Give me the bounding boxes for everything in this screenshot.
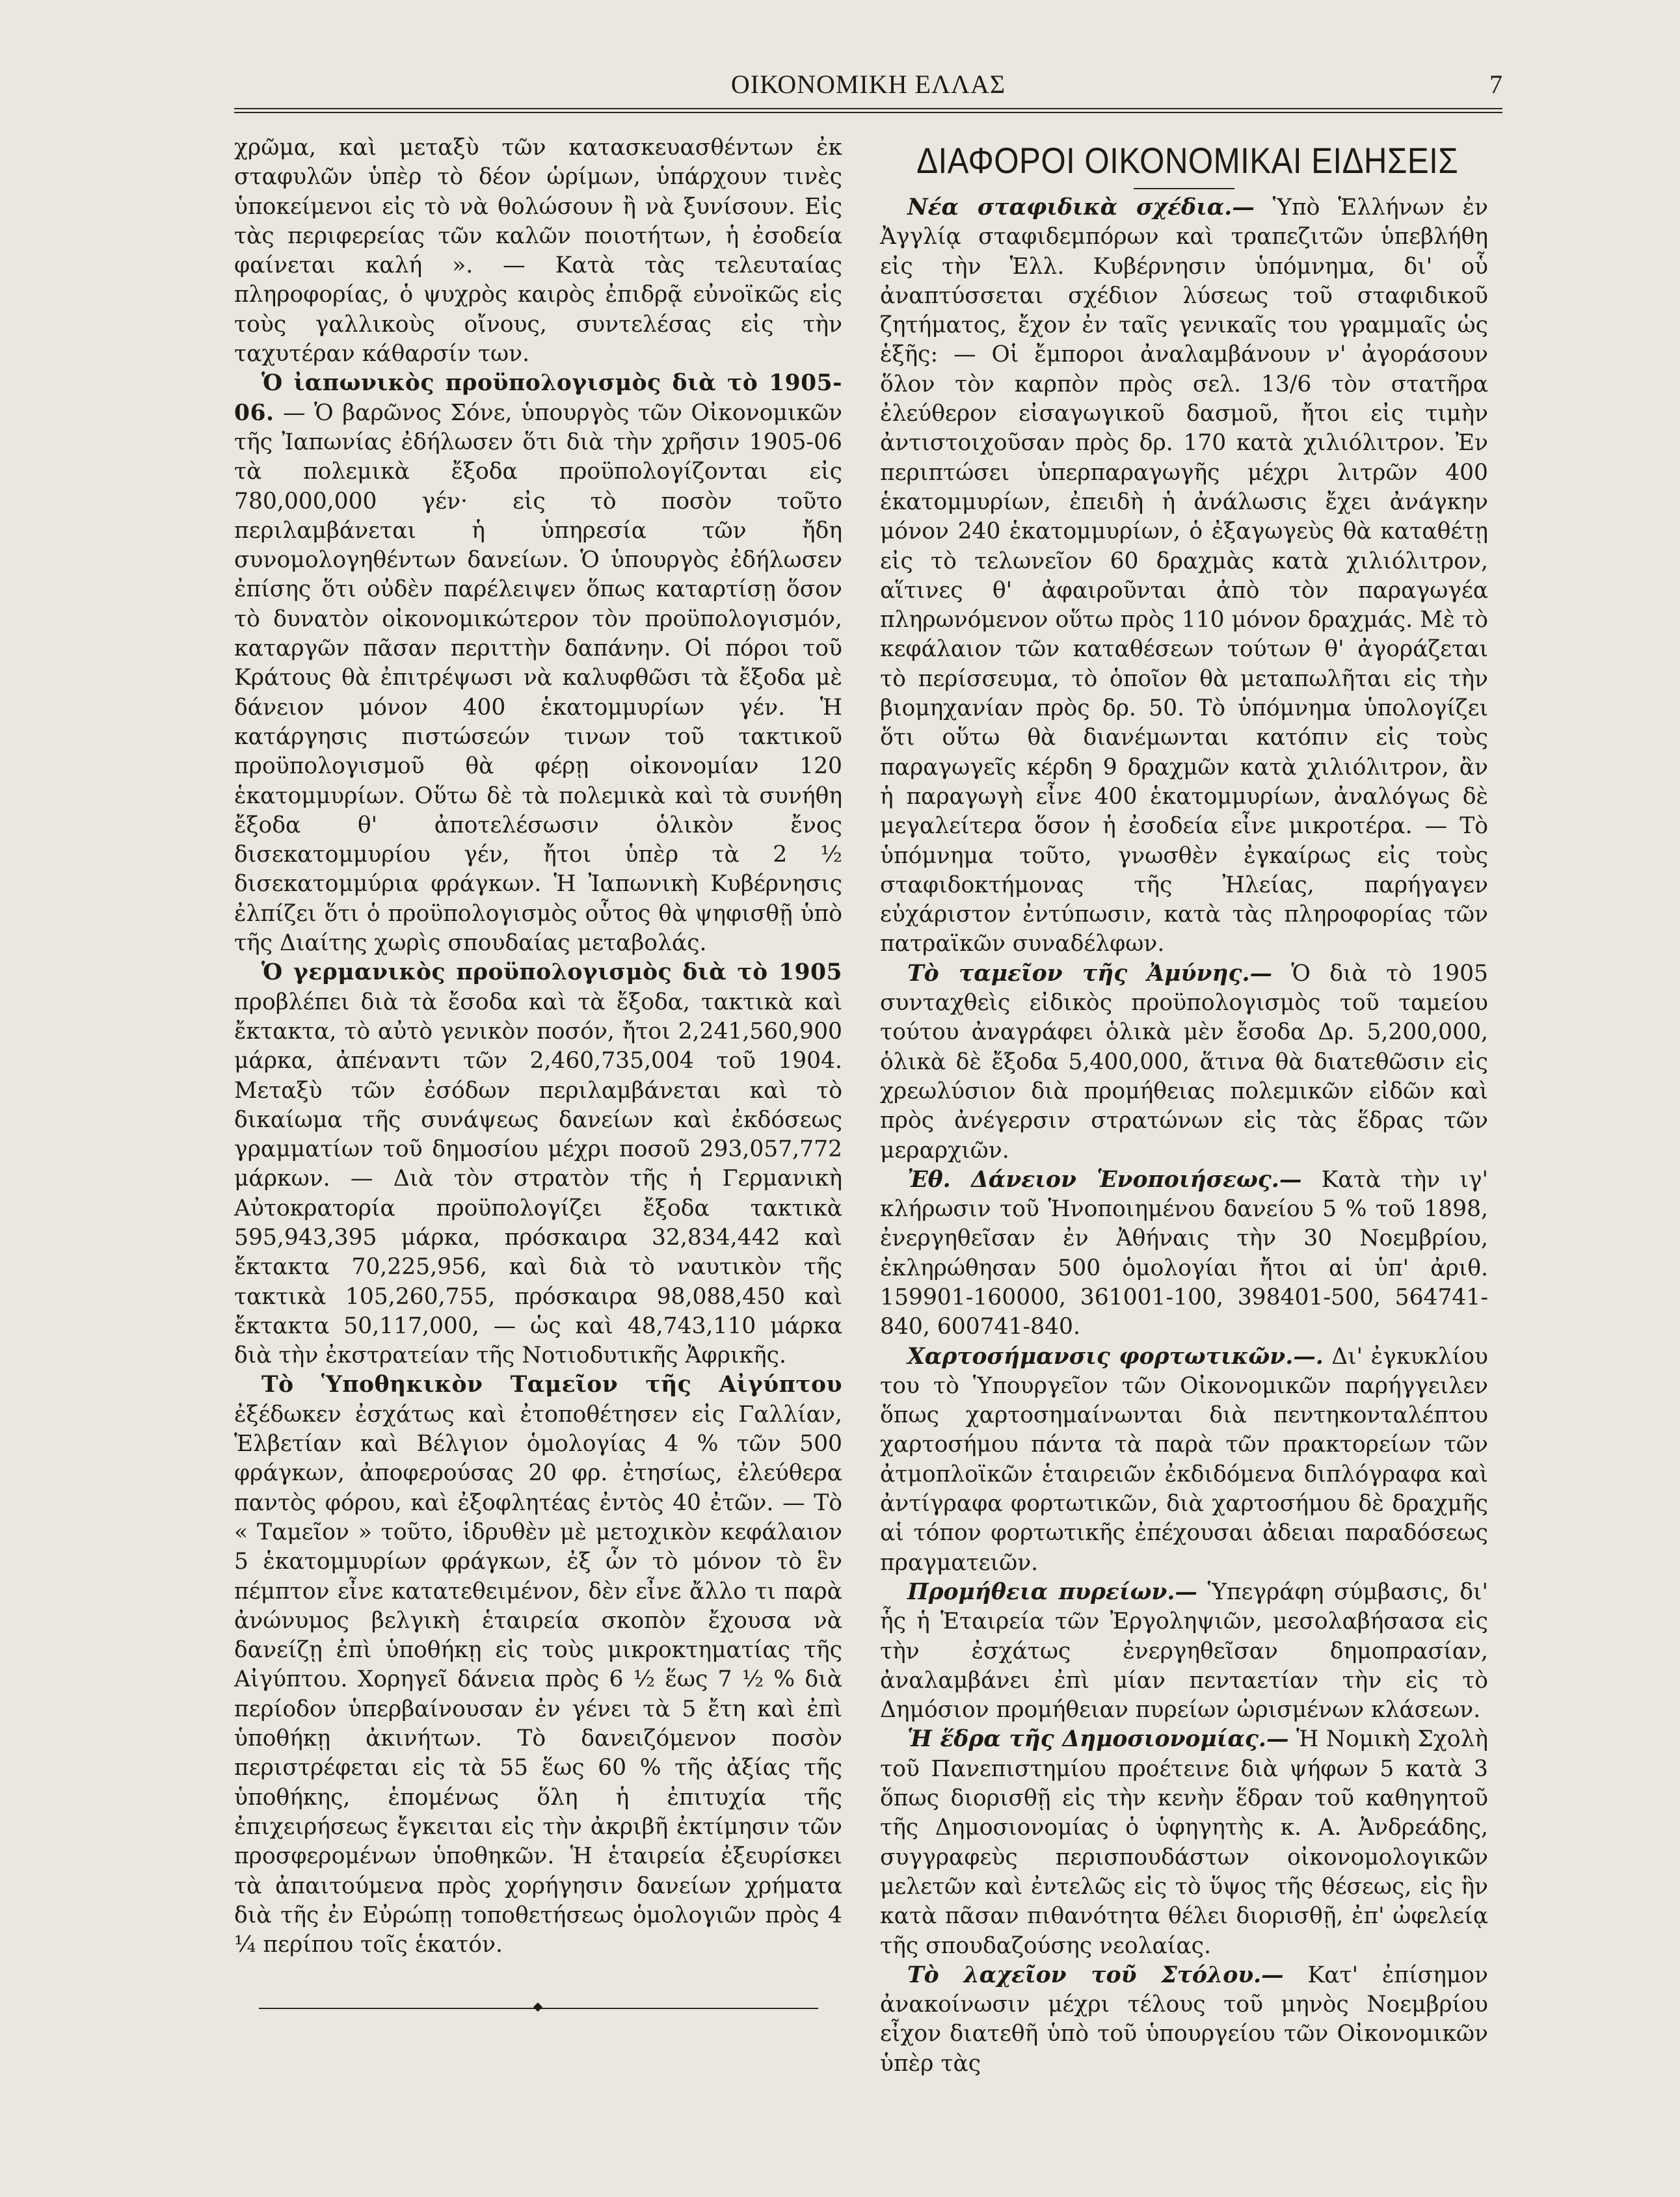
- article-text: προβλέπει διὰ τὰ ἔσοδα καὶ τὰ ἔξοδα, τακτικὰ καὶ ἔκτακτα, τὸ αὐτὸ γενικὸν ποσόν, ἤτοι 2,241,560,900 μάρκα, ἀπέναντι τῶν 2,460,735,004 τοῦ 1904. Μεταξὺ τῶν ἐσόδων περιλαμβάνεται καὶ τὸ δικαίωμα τῆς συνάψεως δανείων καὶ ἐκδόσεως γραμματίων τοῦ δημοσίου μέχρι ποσοῦ 293,057,772 μάρκων. — Διὰ τὸν στρατὸν τῆς ἡ Γερμανικὴ Αὐτοκρατορία προϋπολογίζει ἔξοδα τακτικὰ 595,943,395 μάρκα, πρόσκαιρα 32,834,442 καὶ ἔκτακτα 70,225,956, καὶ διὰ τὸ ναυτικὸν τῆς τακτικὰ 105,260,755, πρόσκαιρα 98,088,450 καὶ ἔκτακτα 50,117,000, — ὡς καὶ 48,743,110 μάρκα διὰ τὴν ἐκστρατείαν τῆς Νοτιοδυτικῆς Ἀφρικῆς.: [234, 989, 842, 1369]
- news-item-currant-plans: [880, 193, 1488, 959]
- article-japan-budget: [234, 369, 842, 958]
- article-heading: Ὁ ἰαπωνικὸς προϋπολογισμὸς διὰ τὸ 1905-06.: [234, 370, 842, 426]
- right-column: [880, 133, 1488, 2079]
- news-item-defence-fund: [880, 959, 1488, 1165]
- article-heading: Τὸ Ὑποθηκικὸν Ταμεῖον τῆς Αἰγύπτου: [261, 1372, 842, 1398]
- news-item-heading: Ἐθ. Δάνειον Ἑνοποιήσεως.—: [907, 1166, 1302, 1193]
- article-egypt-mortgage-fund: [234, 1370, 842, 1960]
- news-item-text: Ὑπὸ Ἑλλήνων ἐν Ἀγγλίᾳ σταφιδεμπόρων καὶ τραπεζιτῶν ὑπεβλήθη εἰς τὴν Ἑλλ. Κυβέρνησιν ὑπόμνημα, δι' οὗ ἀναπτύσσεται σχέδιον λύσεως τοῦ σταφιδικοῦ ζητήματος, ἔχον ἐν ταῖς γενικαῖς του γραμμαῖς ὡς ἑξῆς: — Οἱ ἔμποροι ἀναλαμβάνουν ν' ἀγοράσουν ὅλον τὸν καρπὸν πρὸς σελ. 13/6 τὸν στατῆρα ἐλεύθερον εἰσαγωγικοῦ δασμοῦ, ἤτοι εἰς τιμὴν ἀντιστοιχοῦσαν πρὸς δρ. 170 κατὰ χιλιόλιτρον. Ἐν περιπτώσει ὑπερπαραγωγῆς μέχρι λιτρῶν 400 ἑκατομμυρίων, ἐπειδὴ ἡ ἀνάλωσις ἔχει ἀνάγκην μόνον 240 ἑκατομμυρίων, ὁ ἐξαγωγεὺς θὰ καταθέτῃ εἰς τὸ τελωνεῖον 60 δραχμὰς κατὰ χιλιόλιτρον, αἵτινες θ' ἀφαιροῦνται ἀπὸ τὸν παραγωγέα πληρωνόμενον οὕτω πρὸς 110 μόνον δραχμάς. Μὲ τὸ κεφάλαιον τῶν καταθέσεων τούτων θ' ἀγοράζεται τὸ περίσσευμα, τὸ ὁποῖον θὰ μεταπωλῆται εἰς τὴν βιομηχανίαν πρὸς δρ. 50. Τὸ ὑπόμνημα ὑπολογίζει ὅτι οὕτω θὰ διανέμωνται κατόπιν εἰς τοὺς παραγωγεῖς κέρδη 9 δραχμῶν κατὰ χιλιόλιτρον, ἂν ἡ παραγωγὴ εἶνε 400 ἑκατομμυρίων, ἀναλόγως δὲ μεγαλείτερα ὅσον ἡ ἐσοδεία εἶνε μικροτέρα. — Τὸ ὑπόμνημα τοῦτο, γνωσθὲν ἐγκαίρως εἰς τοὺς σταφιδοκτήμονας τῆς Ἠλείας, παρήγαγεν εὐχάριστον ἐντύπωσιν, κατὰ τὰς πληροφορίας τῶν πατραϊκῶν συναδέλφων.: [880, 194, 1488, 957]
- diamond-ornament-icon: [533, 2003, 542, 2012]
- news-item-text: Ὑπεγράφη σύμβασις, δι' ἧς ἡ Ἑταιρεία τῶν Ἐργοληψιῶν, μεσολαβήσασα εἰς τὴν ἐσχάτως ἐνεργηθεῖσαν δημοπρασίαν, ἀναλαμβάνει ἐπὶ μίαν πενταετίαν τὴν εἰς τὸ Δημόσιον προμήθειαν πυρείων ὡρισμένων κλάσεων.: [880, 1578, 1488, 1724]
- news-item-bill-of-lading-stamp: [880, 1342, 1488, 1578]
- news-item-public-finance-chair: [880, 1725, 1488, 1960]
- news-item-heading: Τὸ λαχεῖον τοῦ Στόλου.—: [907, 1962, 1284, 1988]
- news-item-text: Κατ' ἐπίσημον ἀνακοίνωσιν μέχρι τέλους τοῦ μηνὸς Νοεμβρίου εἶχον διατεθῆ ὑπὸ τοῦ ὑπουργείου τῶν Οἰκονομικῶν ὑπὲρ τὰς: [880, 1962, 1488, 2077]
- article-german-budget: [234, 958, 842, 1370]
- header-title: ΟΙΚΟΝΟΜΙΚΗ ΕΛΛΑΣ: [730, 70, 1006, 99]
- news-item-heading: Νέα σταφιδικὰ σχέδια.—: [907, 194, 1255, 220]
- news-item-heading: Προμήθεια πυρείων.—: [907, 1578, 1197, 1605]
- section-title-rule: [1134, 188, 1234, 189]
- end-ornament: [259, 2004, 818, 2013]
- running-header: [234, 65, 1502, 111]
- news-item-fleet-lottery: [880, 1961, 1488, 2079]
- news-item-heading: Ἡ ἕδρα τῆς Δημοσιονομίας.—: [907, 1726, 1289, 1753]
- news-item-matches-supply: [880, 1578, 1488, 1725]
- news-item-text: Δι' ἐγκυκλίου του τὸ Ὑπουργεῖον τῶν Οἰκονομικῶν παρήγγειλεν ὅπως χαρτοσημαίνωνται διὰ πεντηκονταλέπτου χαρτοσήμου πάντα τὰ παρὰ τῶν πρακτορείων τῶν ἀτμοπλοϊκῶν ἑταιρειῶν ἐκδιδόμενα διπλόγραφα καὶ ἀντίγραφα φορτωτικῶν, διὰ χαρτοσήμου δὲ δραχμῆς αἱ τόπον φορτωτικῆς ἐπέχουσαι ἀδειαι παραδόσεως πραγματειῶν.: [880, 1343, 1489, 1576]
- article-text: — Ὁ βαρῶνος Σόνε, ὑπουργὸς τῶν Οἰκονομικῶν τῆς Ἰαπωνίας ἐδήλωσεν ὅτι διὰ τὴν χρῆσιν 1905-06 τὰ πολεμικὰ ἔξοδα προϋπολογίζονται εἰς 780,000,000 γέν· εἰς τὸ ποσὸν τοῦτο περιλαμβάνεται ἡ ὑπηρεσία τῶν ἤδη συνομολογηθέντων δανείων. Ὁ ὑπουργὸς ἐδήλωσεν ἐπίσης ὅτι οὐδὲν παρέλειψεν ὅπως καταρτίσῃ ὅσον τὸ δυνατὸν οἰκονομικώτερον τὸν προϋπολογισμόν, καταργῶν πᾶσαν περιττὴν δαπάνην. Οἱ πόροι τοῦ Κράτους θὰ ἐπιτρέψωσι νὰ καλυφθῶσι τὰ ἔξοδα μὲ δάνειον μόνον 400 ἑκατομμυρίων γέν. Ἡ κατάργησις πιστώσεών τινων τοῦ τακτικοῦ προϋπολογισμοῦ θὰ φέρῃ οἰκονομίαν 120 ἑκατομμυρίων. Οὕτω δὲ τὰ πολεμικὰ καὶ τὰ συνήθη ἔξοδα θ' ἀποτελέσωσιν ὁλικὸν ἔνος δισεκατομμυρίου γέν, ἤτοι ὑπὲρ τὰ 2 ½ δισεκατομμύρια φράγκων. Ἡ Ἰαπωνικὴ Κυβέρνησις ἐλπίζει ὅτι ὁ προϋπολογισμὸς οὗτος θὰ ψηφισθῇ ὑπὸ τῆς Διαίτης χωρὶς σπουδαίας μεταβολάς.: [234, 399, 843, 957]
- article-text: ἐξέδωκεν ἐσχάτως καὶ ἐτοποθέτησεν εἰς Γαλλίαν, Ἑλβετίαν καὶ Βέλγιον ὁμολογίας 4 % τῶν 500 φράγκων, ἀποφερούσας 20 φρ. ἐτησίως, ἐλεύθερα παντὸς φόρου, καὶ ἐξοφλητέας ἐντὸς 40 ἐτῶν. — Τὸ « Ταμεῖον » τοῦτο, ἱδρυθὲν μὲ μετοχικὸν κεφάλαιον 5 ἑκατομμυρίων φράγκων, ἐξ ὧν τὸ μόνον τὸ ἓν πέμπτον εἶνε κατατεθειμένον, δὲν εἶνε ἄλλο τι παρὰ ἀνώνυμος βελγικὴ ἑταιρεία σκοπὸν ἔχουσα νὰ δανείζῃ ἐπὶ ὑποθήκῃ εἰς τοὺς μικροκτηματίας τῆς Αἰγύπτου. Χορηγεῖ δάνεια πρὸς 6 ½ ἕως 7 ½ % διὰ περίοδον ὑπερβαίνουσαν ἐν γένει τὰ 5 ἔτη καὶ ἐπὶ ὑποθήκῃ ἀκινήτων. Τὸ δανειζόμενον ποσὸν περιστρέφεται εἰς τὰ 55 ἕως 60 % τῆς ἀξίας τῆς ὑποθήκης, ἑπομένως ὅλη ἡ ἐπιτυχία τῆς ἐπιχειρήσεως ἔγκειται εἰς τὴν ἀκριβῆ ἐκτίμησιν τῶν προσφερομένων ὑποθηκῶν. Ἡ ἑταιρεία ἐξευρίσκει τὰ ἀπαιτούμενα πρὸς χορήγησιν δανείων χρήματα διὰ τῆς ἐν Εὐρώπῃ τοποθετήσεως ὁμολογιῶν πρὸς 4 ¼ περίπου τοῖς ἑκατόν.: [234, 1401, 842, 1958]
- news-item-text: Κατὰ τὴν ιγ' κλήρωσιν τοῦ Ἡνοποιημένου δανείου 5 % τοῦ 1898, ἐνεργηθεῖσαν ἐν Ἀθήναις τὴν 30 Νοεμβρίου, ἐκληρώθησαν 500 ὁμολογίαι ἤτοι αἱ ὑπ' ἀριθ. 159901-160000, 361001-100, 398401-500, 564741-840, 600741-840.: [880, 1166, 1489, 1340]
- article-heading: Ὁ γερμανικὸς προϋπολογισμὸς διὰ τὸ 1905: [261, 959, 842, 986]
- news-item-heading: Τὸ ταμεῖον τῆς Ἀμύνης.—: [907, 960, 1273, 987]
- news-item-text: Ἡ Νομικὴ Σχολὴ τοῦ Πανεπιστημίου προέτεινε διὰ ψήφων 5 κατὰ 3 ὅπως διορισθῇ εἰς τὴν κενὴν ἕδραν τοῦ καθηγητοῦ τῆς Δημοσιονομίας ὁ ὑφηγητὴς κ. Α. Ἀνδρεάδης, συγγραφεὺς περισπουδάστων οἰκονομολογικῶν μελετῶν καὶ ἐντελῶς εἰς τὸ ὕψος τῆς θέσεως, εἰς ἣν κατὰ πᾶσαν πιθανότητα θέλει διορισθῇ, ἐπ' ὠφελείᾳ τῆς σπουδαζούσης νεολαίας.: [880, 1726, 1488, 1959]
- header-rule: [234, 108, 1502, 113]
- news-item-text: Ὁ διὰ τὸ 1905 συνταχθεὶς εἰδικὸς προϋπολογισμὸς τοῦ ταμείου τούτου ἀναγράφει ὁλικὰ μὲν ἔσοδα Δρ. 5,200,000, ὁλικὰ δὲ ἔξοδα 5,400,000, ἅτινα θὰ διατεθῶσιν εἰς χρεωλύσιον διὰ προμήθειας πολεμικῶν εἰδῶν καὶ πρὸς ἀνέγερσιν στρατώνων εἰς τὰς ἕδρας τῶν μεραρχιῶν.: [880, 960, 1488, 1164]
- news-item-consolidation-loan: [880, 1165, 1488, 1342]
- continuation-paragraph: χρῶμα, καὶ μεταξὺ τῶν κατασκευασθέντων ἐκ σταφυλῶν ὑπὲρ τὸ δέον ὡρίμων, ὑπάρχουν τινὲς ὑποκείμενοι εἰς τὸ νὰ θολώσουν ἢ νὰ ξυνίσουν. Εἰς τὰς περιφερείας τῶν καλῶν ποιοτήτων, ἡ ἐσοδεία φαίνεται καλή ». — Κατὰ τὰς τελευταίας πληροφορίας, ὁ ψυχρὸς καιρὸς ἐπιδρᾷ εὐνοϊκῶς εἰς τοὺς γαλλικοὺς οἴνους, συντελέσας εἰς τὴν ταχυτέραν κάθαρσίν των.: [234, 135, 842, 367]
- section-title: ΔΙΑΦΟΡΟΙ ΟΙΚΟΝΟΜΙΚΑΙ ΕΙΔΗΣΕΙΣ: [916, 140, 1459, 181]
- news-item-heading: Χαρτοσήμανσις φορτωτικῶν.—.: [907, 1343, 1324, 1370]
- left-column: [234, 133, 842, 2013]
- page-number: 7: [1489, 70, 1502, 99]
